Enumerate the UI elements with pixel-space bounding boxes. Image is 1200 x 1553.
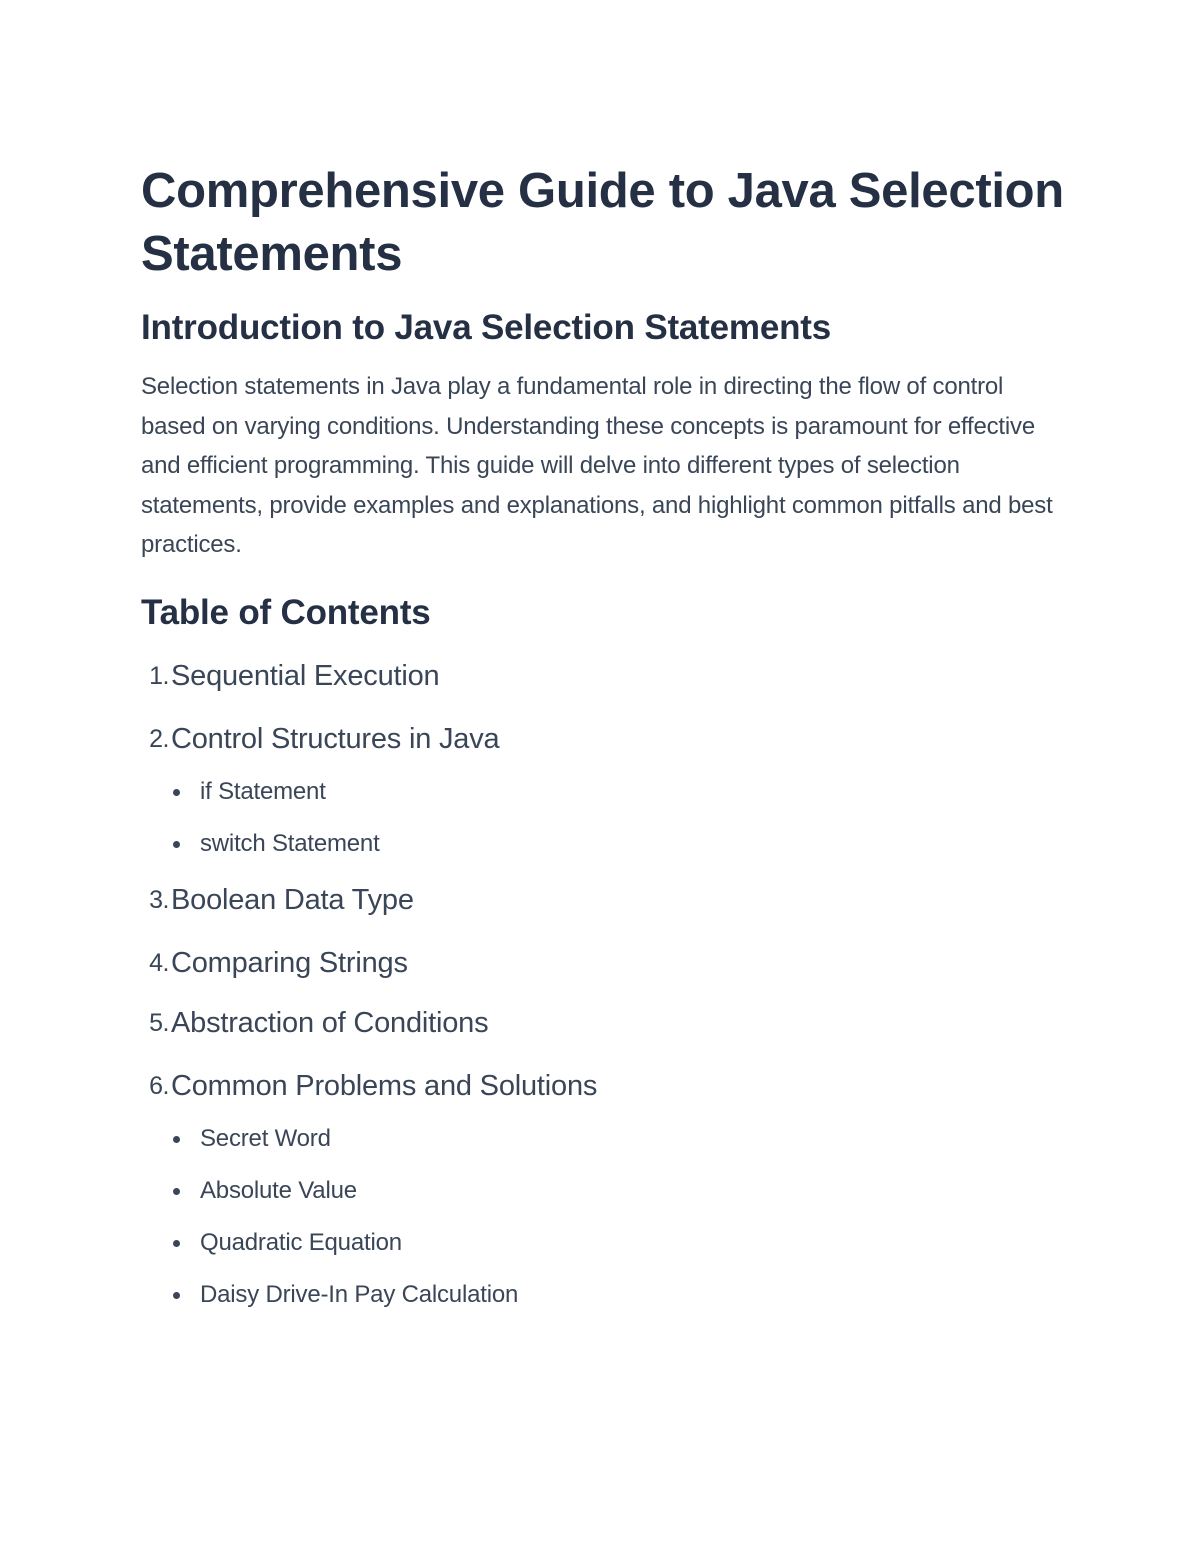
toc-heading: Table of Contents bbox=[141, 592, 431, 632]
toc-item-common-problems bbox=[141, 1065, 1071, 1321]
toc-subitem-label: switch Statement bbox=[200, 829, 380, 857]
toc-item-row bbox=[141, 1002, 1071, 1044]
toc-item-number: 3. bbox=[149, 885, 169, 914]
toc-item-label: Common Problems and Solutions bbox=[171, 1069, 598, 1102]
document-page bbox=[141, 160, 1071, 1321]
toc-subitem-daisy-drive-in bbox=[141, 1269, 1071, 1321]
toc-item-label: Sequential Execution bbox=[171, 659, 440, 692]
toc-item-control-structures bbox=[141, 718, 1071, 870]
toc-item-label: Boolean Data Type bbox=[171, 883, 414, 916]
toc-item-row bbox=[141, 879, 1071, 921]
toc-subitem-if-statement bbox=[141, 766, 1071, 818]
toc-item-number: 4. bbox=[149, 948, 169, 977]
toc-item-number: 1. bbox=[149, 661, 169, 690]
toc-item-abstraction-of-conditions bbox=[141, 1002, 1071, 1044]
toc-subitem-quadratic-equation bbox=[141, 1217, 1071, 1269]
toc-subitem-label: Quadratic Equation bbox=[200, 1228, 402, 1256]
toc-subitem-secret-word bbox=[141, 1113, 1071, 1165]
toc-item-label: Abstraction of Conditions bbox=[171, 1006, 489, 1039]
toc-item-sequential-execution bbox=[141, 655, 1071, 697]
toc-item-number: 5. bbox=[149, 1008, 169, 1037]
toc-item-row bbox=[141, 1065, 1071, 1107]
toc-item-row bbox=[141, 942, 1071, 984]
toc-subitem-label: Daisy Drive-In Pay Calculation bbox=[200, 1280, 519, 1308]
toc-item-comparing-strings bbox=[141, 942, 1071, 984]
table-of-contents bbox=[141, 655, 1071, 1321]
bullet-icon bbox=[173, 1136, 180, 1143]
toc-subitem-label: Absolute Value bbox=[200, 1176, 357, 1204]
toc-item-label: Control Structures in Java bbox=[171, 722, 500, 755]
toc-item-number: 2. bbox=[149, 724, 169, 753]
toc-item-row bbox=[141, 718, 1071, 760]
intro-heading: Introduction to Java Selection Statements bbox=[141, 308, 831, 347]
toc-item-number: 6. bbox=[149, 1071, 169, 1100]
toc-sublist bbox=[141, 1113, 1071, 1321]
toc-subitem-absolute-value bbox=[141, 1165, 1071, 1217]
toc-item-boolean-data-type bbox=[141, 879, 1071, 921]
toc-item-row bbox=[141, 655, 1071, 697]
bullet-icon bbox=[173, 1240, 180, 1247]
bullet-icon bbox=[173, 841, 180, 848]
toc-subitem-label: Secret Word bbox=[200, 1124, 331, 1152]
bullet-icon bbox=[173, 1188, 180, 1195]
toc-subitem-switch-statement bbox=[141, 818, 1071, 870]
toc-sublist bbox=[141, 766, 1071, 870]
document-title: Comprehensive Guide to Java Selection Statements bbox=[141, 164, 1064, 281]
bullet-icon bbox=[173, 1292, 180, 1299]
toc-item-label: Comparing Strings bbox=[171, 946, 408, 979]
bullet-icon bbox=[173, 789, 180, 796]
toc-subitem-label: if Statement bbox=[200, 777, 326, 805]
intro-paragraph: Selection statements in Java play a fundamental role in directing the flow of control based on varying conditions. Understanding these concepts is paramount for effective and efficient programming. This guide will delve into different types of selection statements, provide examples and explanations, and highlight common pitfalls and best practices. bbox=[141, 373, 1053, 558]
